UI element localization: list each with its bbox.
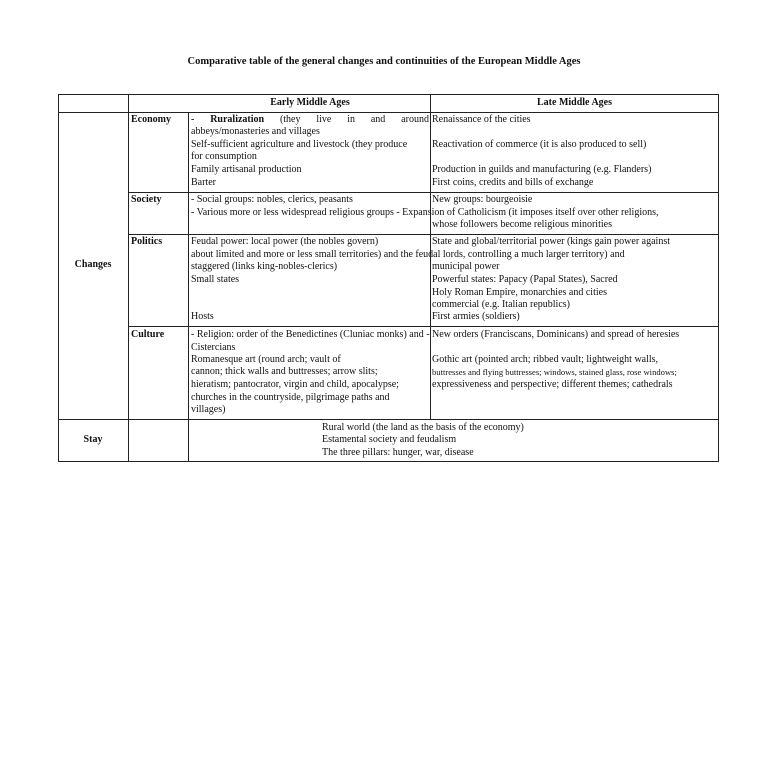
header-early-middle-ages: Early Middle Ages bbox=[270, 97, 350, 108]
economy-early-word: Ruralization bbox=[210, 114, 265, 125]
stay-line: Estamental society and feudalism bbox=[322, 434, 457, 445]
politics-late-line: Holy Roman Empire, monarchies and cities bbox=[432, 287, 607, 298]
politics-early-line: staggered (links king-nobles-clerics) bbox=[191, 261, 338, 272]
economy-early-word: (they bbox=[279, 114, 301, 125]
politics-early-line: Feudal power: local power (the nobles govern) bbox=[191, 236, 379, 247]
culture-late-line: Gothic art (pointed arch; ribbed vault; lightweight walls, bbox=[432, 354, 659, 365]
politics-late-line: commercial (e.g. Italian republics) bbox=[432, 299, 570, 310]
table-border-left bbox=[58, 94, 59, 462]
economy-late-line: Renaissance of the cities bbox=[432, 114, 531, 125]
table-border-top bbox=[58, 94, 718, 95]
politics-late-line: First armies (soldiers) bbox=[432, 311, 520, 322]
culture-late-line: buttresses and flying buttresses; windows, stained glass, rose windows; bbox=[432, 367, 677, 377]
economy-early-line: Barter bbox=[191, 177, 216, 188]
economy-early-word: in bbox=[347, 114, 355, 125]
group-label-changes: Changes bbox=[74, 259, 112, 270]
table-rule-category bbox=[188, 112, 189, 462]
society-early-line: - Social groups: nobles, clerics, peasants bbox=[191, 194, 353, 205]
politics-early-line: Hosts bbox=[191, 311, 214, 322]
culture-early-line: villages) bbox=[191, 404, 226, 415]
politics-early-line: about limited and more or less small territories) and the feudal lords, controlling a much larger territory) and bbox=[191, 249, 625, 260]
economy-late-line: Production in guilds and manufacturing (e.g. Flanders) bbox=[432, 164, 652, 175]
row-label-politics: Politics bbox=[131, 236, 163, 247]
table-rule-society bbox=[128, 234, 718, 235]
economy-early-line: for consumption bbox=[191, 151, 257, 162]
economy-early-word: and bbox=[370, 114, 386, 125]
culture-late-line: expressiveness and perspective; different themes; cathedrals bbox=[432, 379, 673, 390]
group-label-stay: Stay bbox=[83, 434, 103, 445]
table-border-right bbox=[718, 94, 719, 462]
table-rule-culture bbox=[58, 419, 718, 420]
table-rule-header bbox=[58, 112, 718, 113]
economy-early-word: live bbox=[316, 114, 332, 125]
economy-early-line: abbeys/monasteries and villages bbox=[191, 126, 320, 137]
culture-early-line: Cistercians bbox=[191, 342, 236, 353]
economy-early-word: around bbox=[401, 114, 429, 125]
economy-early-line: Self-sufficient agriculture and livestock (they produce bbox=[191, 139, 408, 150]
society-late-line: New groups: bourgeoisie bbox=[432, 194, 533, 205]
culture-early-line: - Religion: order of the Benedictines (Cluniac monks) and - New orders (Franciscans, Dominicans) and spread of heresies bbox=[191, 329, 680, 340]
stay-line: Rural world (the land as the basis of the economy) bbox=[322, 422, 524, 433]
economy-early-first-line bbox=[191, 114, 429, 127]
politics-early-line: Small states bbox=[191, 274, 240, 285]
economy-early-line: Family artisanal production bbox=[191, 164, 302, 175]
society-early-line: - Various more or less widespread religious groups - Expansion of Catholicism (it imposes itself over other religions, bbox=[191, 207, 659, 218]
table-border-bottom bbox=[58, 461, 718, 462]
economy-late-line: Reactivation of commerce (it is also produced to sell) bbox=[432, 139, 647, 150]
politics-late-line: Powerful states: Papacy (Papal States), Sacred bbox=[432, 274, 618, 285]
culture-early-line: hieratism; pantocrator, virgin and child, apocalypse; bbox=[191, 379, 399, 390]
society-late-line: whose followers become religious minorities bbox=[432, 219, 612, 230]
table-rule-politics bbox=[128, 326, 718, 327]
row-label-economy: Economy bbox=[131, 114, 171, 125]
stay-line: The three pillars: hunger, war, disease bbox=[322, 447, 474, 458]
culture-early-line: churches in the countryside, pilgrimage paths and bbox=[191, 392, 390, 403]
politics-late-line: State and global/territorial power (kings gain power against bbox=[432, 236, 670, 247]
table-rule-economy bbox=[128, 192, 718, 193]
culture-early-line: Romanesque art (round arch; vault of bbox=[191, 354, 341, 365]
economy-late-line: First coins, credits and bills of exchange bbox=[432, 177, 594, 188]
table-rule-group bbox=[128, 94, 129, 462]
politics-late-line: municipal power bbox=[432, 261, 500, 272]
row-label-culture: Culture bbox=[131, 329, 165, 340]
document-title: Comparative table of the general changes and continuities of the European Middle Ages bbox=[187, 56, 581, 67]
row-label-society: Society bbox=[131, 194, 162, 205]
economy-early-word: - bbox=[191, 114, 195, 125]
header-late-middle-ages: Late Middle Ages bbox=[537, 97, 612, 108]
culture-early-line: cannon; thick walls and buttresses; arrow slits; bbox=[191, 366, 378, 377]
